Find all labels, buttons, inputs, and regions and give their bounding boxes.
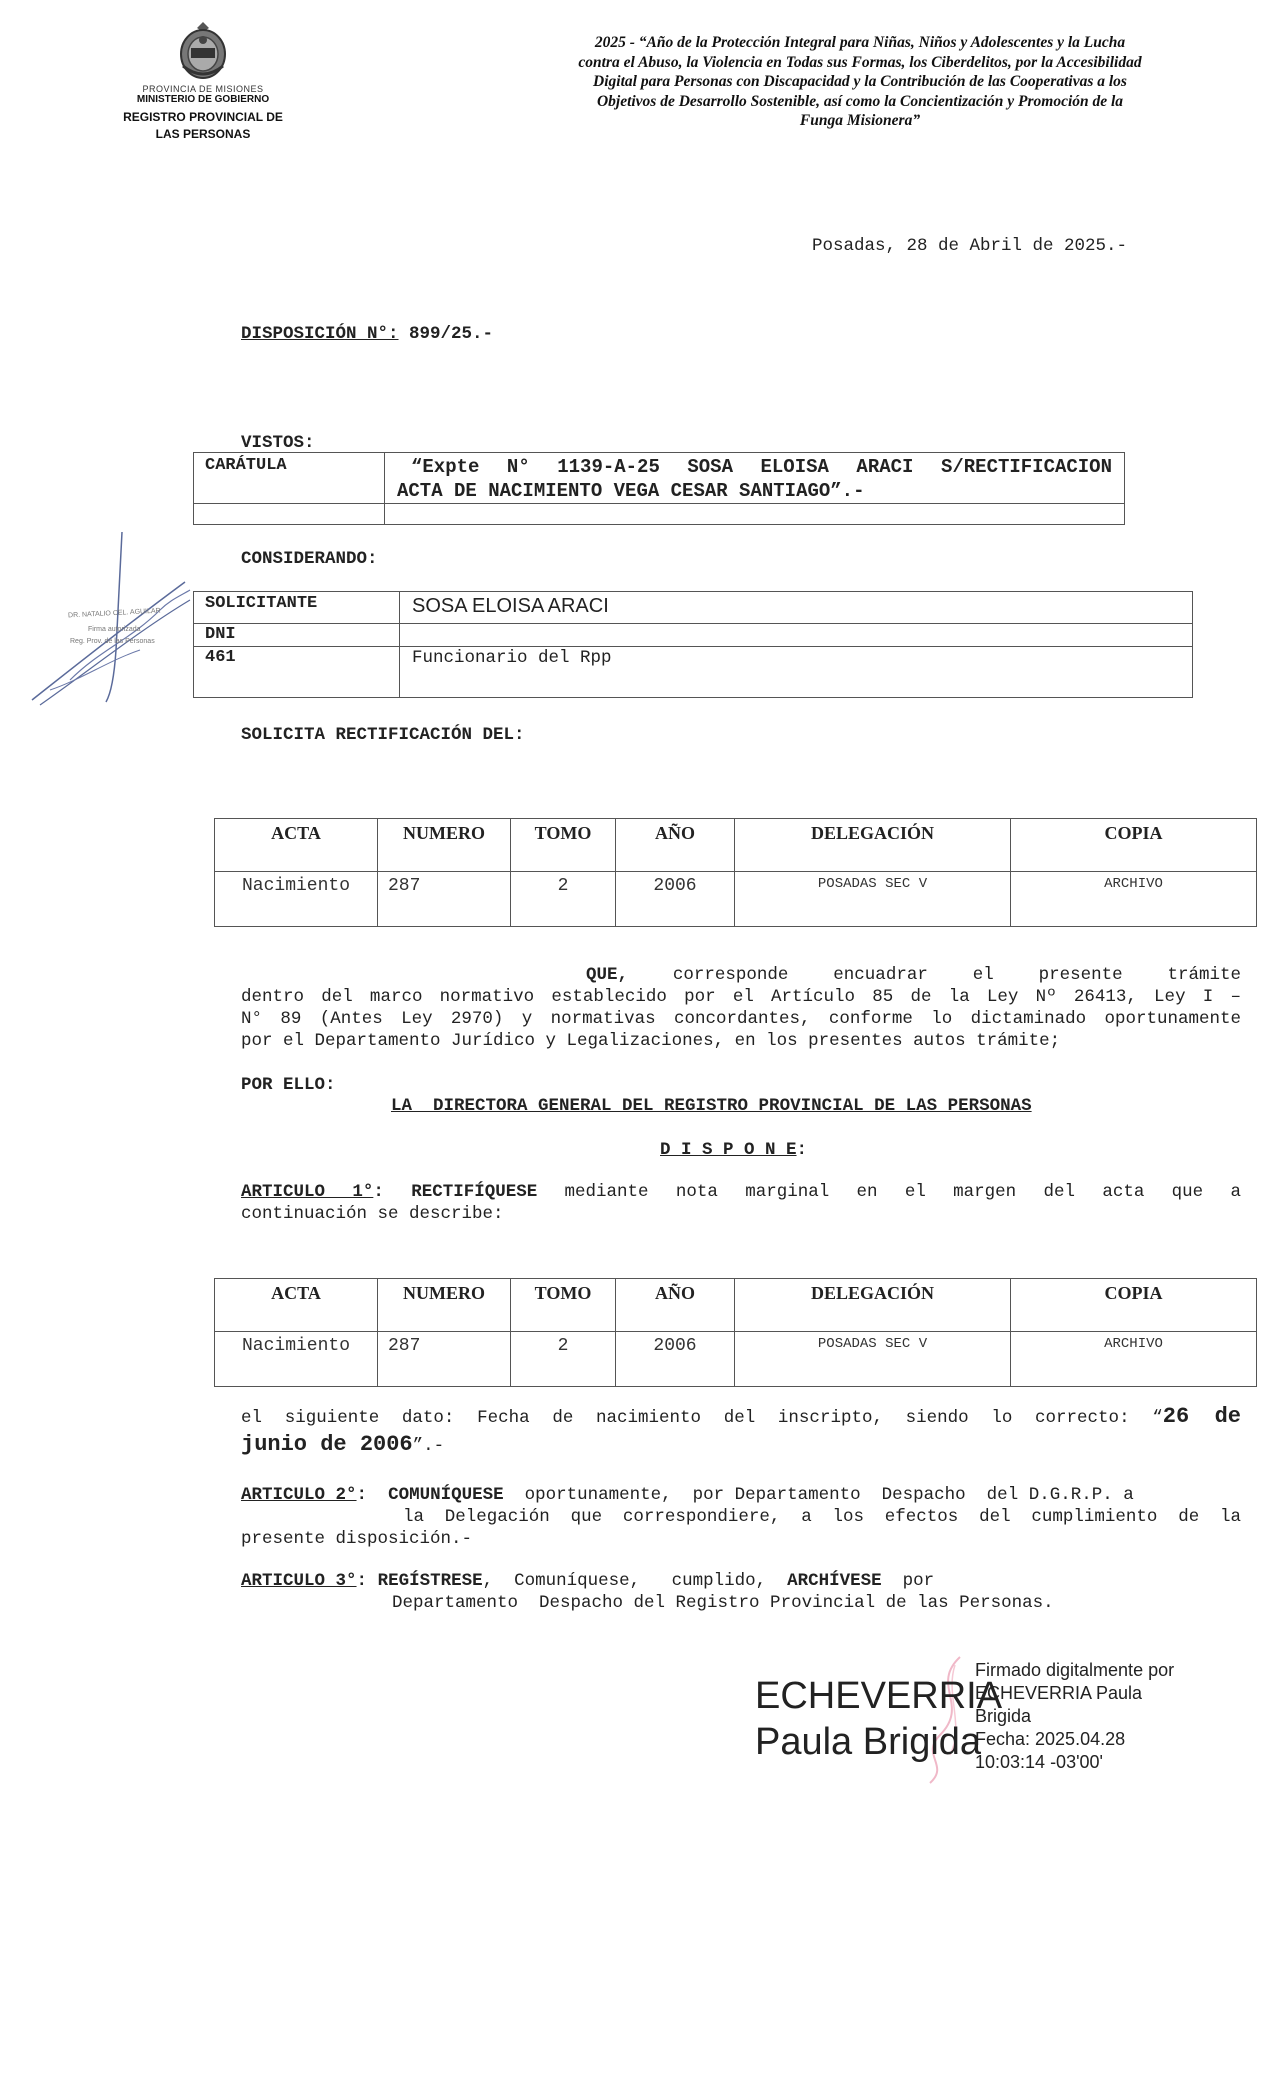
dato-value-part2: junio de 2006 xyxy=(241,1432,413,1457)
org-registry-line2: LAS PERSONAS xyxy=(155,127,251,141)
col-header-acta: ACTA xyxy=(215,819,378,872)
caratula-line1: “Expte N° 1139-A-25 SOSA ELOISA ARACI S/RECTIFICACION xyxy=(411,456,1112,478)
code-cell xyxy=(194,647,400,698)
articulo2-line2: la Delegación que correspondiere, a los efectos del cumplimiento de la xyxy=(403,1507,1241,1527)
dni-value-cell xyxy=(400,624,1193,647)
caratula-empty-cell xyxy=(385,504,1125,525)
cell-numero: 287 xyxy=(378,872,511,927)
col-header-numero: NUMERO xyxy=(378,1279,511,1332)
directora-heading: LA DIRECTORA GENERAL DEL REGISTRO PROVINCIAL DE LAS PERSONAS xyxy=(391,1096,1032,1116)
articulo2-verb: COMUNÍQUESE xyxy=(388,1485,504,1505)
caratula-label: CARÁTULA xyxy=(205,456,287,475)
motto-line: 2025 - “Año de la Protección Integral para Niñas, Niños y Adolescentes y la Lucha xyxy=(594,34,1126,51)
solicitante-label: SOLICITANTE xyxy=(205,594,318,613)
stamp-line: Firma autorizada xyxy=(88,626,141,633)
que-lead: QUE, xyxy=(586,965,629,985)
signature-info-line: ECHEVERRIA Paula xyxy=(975,1683,1143,1703)
motto-line: Objetivos de Desarrollo Sostenible, así como la Concientización y Promoción de la xyxy=(596,92,1124,110)
que-line2: dentro del marco normativo establecido por el Artículo 85 de la Ley Nº 26413, Ley I – xyxy=(241,987,1241,1007)
articulo2-text: oportunamente, por Departamento Despacho del D.G.R.P. a xyxy=(524,1485,1134,1505)
por-ello-label: POR ELLO: xyxy=(241,1075,336,1095)
seal-icon xyxy=(173,20,233,82)
col-header-copia: COPIA xyxy=(1011,819,1257,872)
articulo3-tail: por xyxy=(881,1571,935,1591)
col-header-acta: ACTA xyxy=(215,1279,378,1332)
solicita-label: SOLICITA RECTIFICACIÓN DEL: xyxy=(241,725,525,745)
solicitante-code: 461 xyxy=(205,648,236,667)
articulo2-line3: presente disposición.- xyxy=(241,1529,473,1549)
cell-acta: Nacimiento xyxy=(215,872,378,927)
solicitante-value-cell xyxy=(400,592,1193,624)
dato-line1 xyxy=(241,1404,1241,1431)
caratula-table xyxy=(193,452,1125,525)
col-header-tomo: TOMO xyxy=(511,819,616,872)
org-ministry: MINISTERIO DE GOBIERNO xyxy=(136,94,270,105)
stamp-line: Reg. Prov. de las Personas xyxy=(70,638,155,645)
cell-numero: 287 xyxy=(378,1332,511,1387)
dato-close: ”.- xyxy=(412,1436,445,1456)
cell-acta: Nacimiento xyxy=(215,1332,378,1387)
articulo3-line1 xyxy=(241,1570,1241,1592)
considerando-label: CONSIDERANDO: xyxy=(241,549,378,569)
articulo2-colon: : xyxy=(356,1485,368,1505)
acta-table-request xyxy=(214,818,1257,927)
dato-text: el siguiente dato: Fecha de nacimiento del inscripto, siendo lo correcto: xyxy=(241,1408,1153,1428)
dato-paragraph xyxy=(241,1404,1241,1460)
articulo1-line1 xyxy=(241,1181,1241,1203)
org-registry-line1: REGISTRO PROVINCIAL DE xyxy=(123,110,283,124)
motto-line: Digital para Personas con Discapacidad y la Contribución de las Cooperativas a los xyxy=(593,73,1127,90)
stamp-line: DR. NATALIO CEL. AGUILAR xyxy=(67,607,161,620)
dato-quote: “ xyxy=(1152,1408,1163,1428)
col-header-delegacion: DELEGACIÓN xyxy=(735,819,1011,872)
que-line4: por el Departamento Jurídico y Legalizaciones, en los presentes autos trámite; xyxy=(241,1031,1061,1051)
col-header-anio: AÑO xyxy=(616,1279,735,1332)
articulo-3 xyxy=(241,1570,1241,1614)
articulo1-line2: continuación se describe: xyxy=(241,1204,504,1224)
cell-copia: ARCHIVO xyxy=(1011,1332,1257,1387)
caratula-label-cell xyxy=(194,453,385,504)
dni-label-cell xyxy=(194,624,400,647)
articulo-2 xyxy=(241,1484,1241,1550)
articulo-1 xyxy=(241,1181,1241,1225)
col-header-delegacion: DELEGACIÓN xyxy=(735,1279,1011,1332)
solicitante-role: Funcionario del Rpp xyxy=(412,648,612,668)
que-line3: N° 89 (Antes Ley 2970) y normativas concordantes, conforme lo dictaminado oportunamente xyxy=(241,1009,1241,1029)
disposicion-value: 899/25.- xyxy=(398,324,494,344)
digital-signature xyxy=(755,1655,1215,1785)
disposicion-number xyxy=(241,323,493,345)
articulo1-label: ARTICULO 1° xyxy=(241,1182,374,1202)
cell-anio: 2006 xyxy=(616,1332,735,1387)
signer-last-name: ECHEVERRIA xyxy=(755,1675,1003,1717)
signer-first-name: Paula Brigida xyxy=(755,1721,982,1763)
disposicion-label: DISPOSICIÓN N°: xyxy=(241,324,399,344)
solicitante-table xyxy=(193,591,1193,698)
col-header-tomo: TOMO xyxy=(511,1279,616,1332)
cell-tomo: 2 xyxy=(511,1332,616,1387)
que-paragraph xyxy=(241,964,1241,1052)
articulo3-line2: Departamento Despacho del Registro Provincial de las Personas. xyxy=(392,1593,1054,1613)
col-header-anio: AÑO xyxy=(616,819,735,872)
caratula-line2: ACTA DE NACIMIENTO VEGA CESAR SANTIAGO”.- xyxy=(397,480,865,502)
motto-line: contra el Abuso, la Violencia en Todas sus Formas, los Ciberdelitos, por la Accesibilidad xyxy=(578,53,1142,71)
signature-info-line: Brigida xyxy=(975,1706,1032,1726)
articulo3-mid: , Comuníquese, cumplido, xyxy=(482,1571,788,1591)
que-line1-text: corresponde encuadrar el presente trámite xyxy=(672,965,1241,985)
role-cell xyxy=(400,647,1193,698)
motto-line: Funga Misionera” xyxy=(799,112,921,129)
dni-label: DNI xyxy=(205,625,236,644)
signature-date: Fecha: 2025.04.28 xyxy=(975,1729,1126,1749)
dispone-word: D I S P O N E xyxy=(660,1140,797,1160)
articulo1-text: mediante nota marginal en el margen del acta que a xyxy=(564,1182,1241,1202)
articulo1-colon: : xyxy=(373,1182,384,1202)
acta-table-rectify xyxy=(214,1278,1257,1387)
table-row xyxy=(215,872,1257,927)
org-province: PROVINCIA DE MISIONES xyxy=(142,84,264,94)
dispone-colon: : xyxy=(796,1140,808,1160)
articulo3-colon: : xyxy=(356,1571,368,1591)
articulo1-verb: RECTIFÍQUESE xyxy=(411,1182,538,1202)
dato-value-part1: 26 de xyxy=(1162,1404,1241,1429)
articulo2-label: ARTICULO 2° xyxy=(241,1485,357,1505)
caratula-empty-cell xyxy=(194,504,385,525)
solicitante-label-cell xyxy=(194,592,400,624)
handwritten-signature-icon xyxy=(30,530,200,710)
cell-anio: 2006 xyxy=(616,872,735,927)
caratula-value-cell xyxy=(385,453,1125,504)
cell-delegacion: POSADAS SEC V xyxy=(735,1332,1011,1387)
col-header-numero: NUMERO xyxy=(378,819,511,872)
date-line: Posadas, 28 de Abril de 2025.- xyxy=(812,236,1128,256)
articulo3-verb1: REGÍSTRESE xyxy=(377,1571,483,1591)
official-stamp-signature xyxy=(30,530,200,710)
table-row xyxy=(215,1332,1257,1387)
articulo3-label: ARTICULO 3° xyxy=(241,1571,357,1591)
col-header-copia: COPIA xyxy=(1011,1279,1257,1332)
solicitante-value: SOSA ELOISA ARACI xyxy=(412,595,609,617)
articulo3-verb2: ARCHÍVESE xyxy=(787,1571,882,1591)
cell-copia: ARCHIVO xyxy=(1011,872,1257,927)
signature-info-line: Firmado digitalmente por xyxy=(975,1660,1175,1680)
cell-tomo: 2 xyxy=(511,872,616,927)
dispone-heading xyxy=(660,1139,807,1161)
province-seal-logo xyxy=(118,20,288,143)
cell-delegacion: POSADAS SEC V xyxy=(735,872,1011,927)
year-motto xyxy=(545,33,1175,131)
articulo2-line1 xyxy=(241,1484,1241,1506)
vistos-label: VISTOS: xyxy=(241,433,315,453)
que-line1 xyxy=(241,964,1241,986)
signature-time: 10:03:14 -03'00' xyxy=(975,1752,1103,1772)
